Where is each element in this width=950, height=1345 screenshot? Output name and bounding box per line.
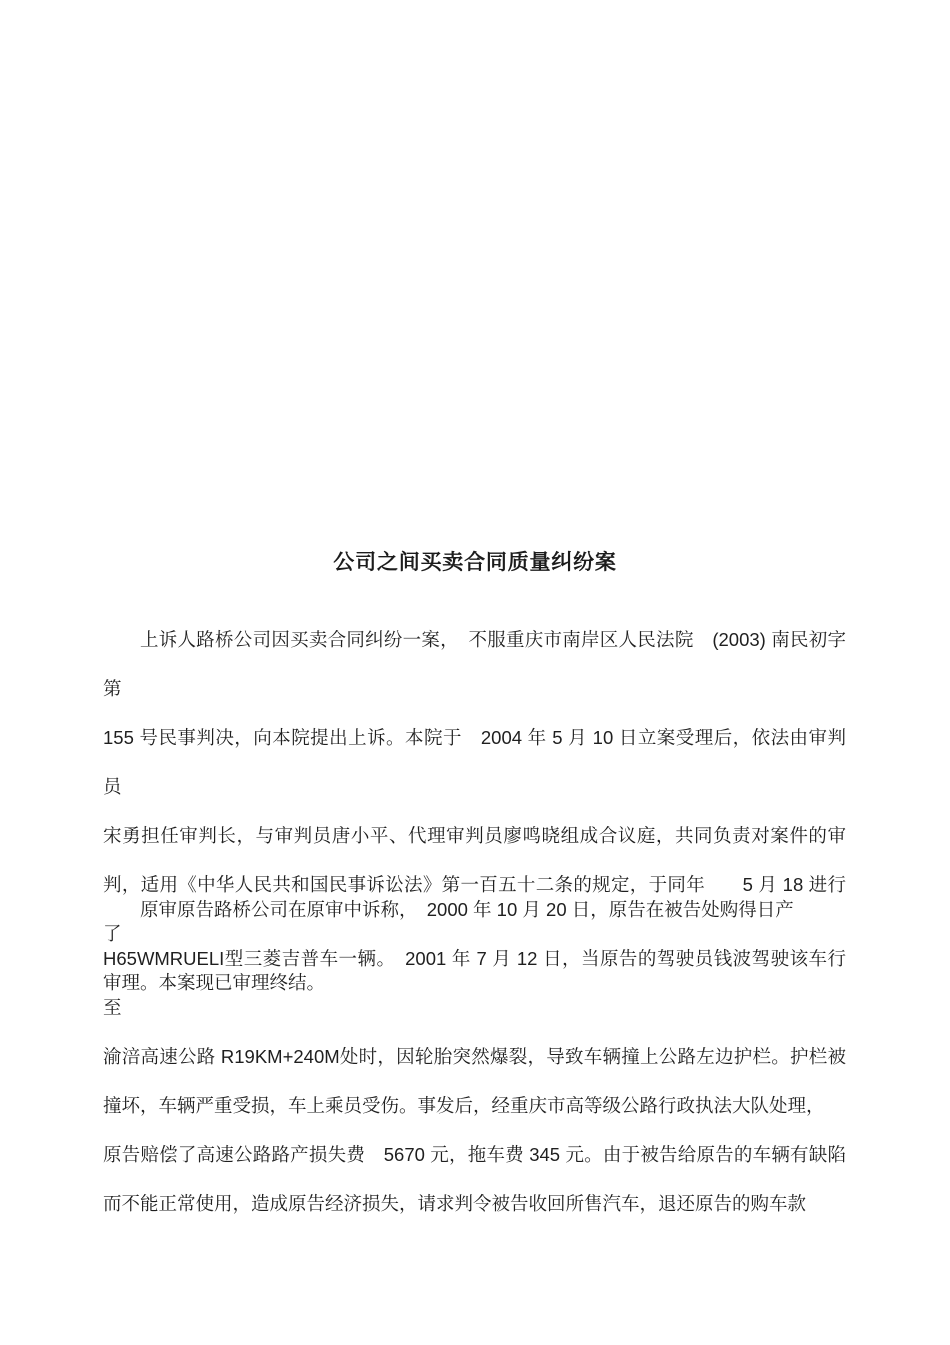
text-line: 原审原告路桥公司在原审中诉称， 2000 年 10 月 20 日，原告在被告处购得日产 — [140, 899, 794, 920]
text-line: 而不能正常使用，造成原告经济损失，请求判令被告收回所售汽车，退还原告的购车款 — [103, 1193, 807, 1214]
text-line: 渝涪高速公路 R19KM+240M处时，因轮胎突然爆裂，导致车辆撞上公路左边护栏。护栏被 — [103, 1046, 846, 1067]
text-line: 撞坏，车辆严重受损，车上乘员受伤。事发后，经重庆市高等级公路行政执法大队处理， — [103, 1095, 825, 1116]
paragraph-2 — [103, 885, 846, 1228]
text-line: 上诉人路桥公司因买卖合同纠纷一案， 不服重庆市南岸区人民法院 (2003) 南民初字第 — [103, 629, 846, 699]
text-line: 155 号民事判决，向本院提出上诉。本院于 2004 年 5 月 10 日立案受理后，依法由审判员 — [103, 727, 846, 797]
text-line: H65WMRUELI型三菱吉普车一辆。 2001 年 7 月 12 日，当原告的驾驶员钱波驾驶该车行至 — [103, 948, 846, 1018]
text-line: 宋勇担任审判长，与审判员唐小平、代理审判员廖鸣晓组成合议庭，共同负责对案件的审 — [103, 825, 846, 846]
text-line: 审理。本案现已审理终结。 — [103, 972, 326, 993]
text-line: 原告赔偿了高速公路路产损失费 5670 元，拖车费 345 元。由于被告给原告的车辆有缺陷 — [103, 1144, 846, 1165]
document-title: 公司之间买卖合同质量纠纷案 — [333, 551, 617, 574]
text-line: 判，适用《中华人民共和国民事诉讼法》第一百五十二条的规定，于同年 5 月 18 进行了 — [103, 874, 846, 944]
